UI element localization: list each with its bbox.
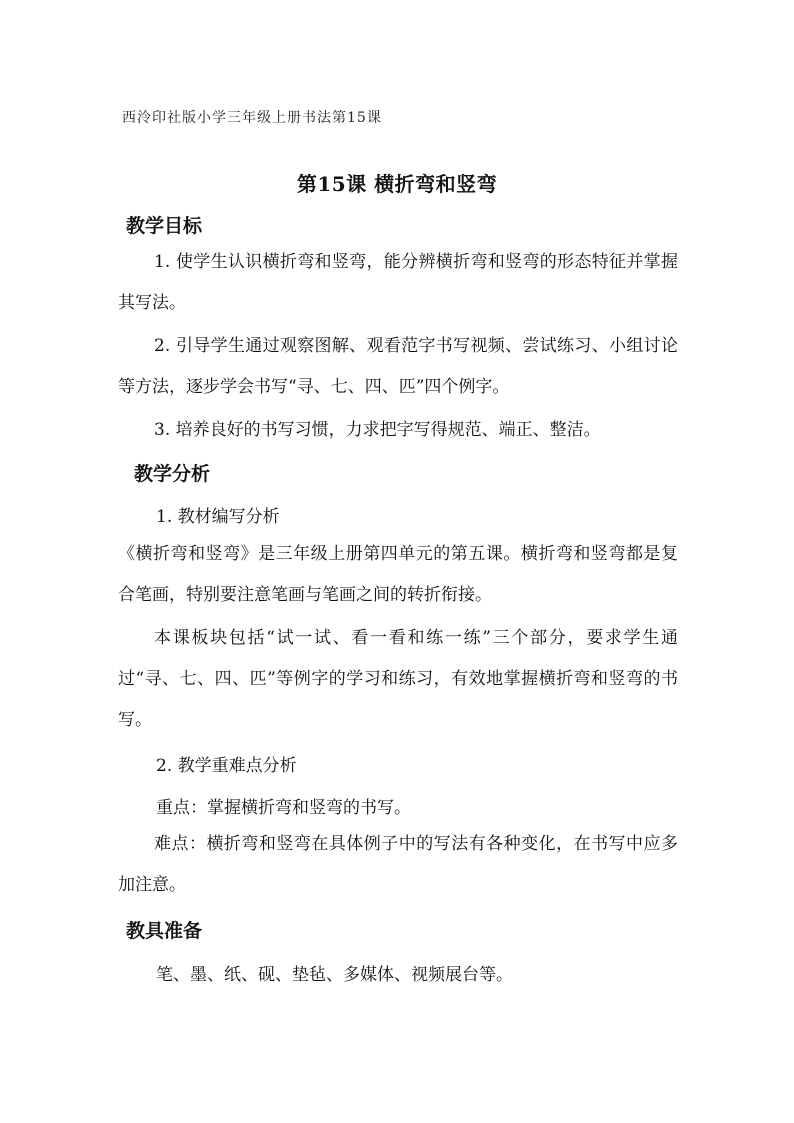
goal-item-2: 2. 引导学生通过观察图解、观看范字书写视频、尝试练习、小组讨论等方法，逐步学会书写“寻、七、四、匹”四个例字。 (118, 336, 678, 397)
source-line: 西泠印社版小学三年级上册书法第15课 (122, 110, 382, 126)
analysis-subtitle-2: 2. 教学重难点分析 (156, 756, 297, 776)
lesson-title: 第15课 横折弯和竖弯 (296, 172, 498, 196)
section-heading-analysis: 教学分析 (134, 463, 211, 485)
analysis-subtitle-1: 1. 教材编写分析 (156, 507, 280, 527)
key-point: 重点：掌握横折弯和竖弯的书写。 (156, 798, 411, 818)
goal-item-1: 1. 使学生认识横折弯和竖弯，能分辨横折弯和竖弯的形态特征并掌握其写法。 (118, 252, 678, 313)
tools-content: 笔、墨、纸、砚、垫毡、多媒体、视频展台等。 (156, 965, 513, 985)
difficulty: 难点：横折弯和竖弯在具体例子中的写法有各种变化，在书写中应多加注意。 (118, 834, 678, 895)
analysis-paragraph-1: 《横折弯和竖弯》是三年级上册第四单元的第五课。横折弯和竖弯都是复合笔画，特别要注意笔画与笔画之间的转折衔接。 (118, 544, 678, 605)
section-heading-goals: 教学目标 (126, 215, 203, 237)
analysis-paragraph-2: 本课板块包括“试一试、看一看和练一练”三个部分，要求学生通过“寻、七、四、匹”等例字的学习和练习，有效地掌握横折弯和竖弯的书写。 (118, 628, 678, 730)
goal-item-3: 3. 培养良好的书写习惯，力求把字写得规范、端正、整洁。 (154, 420, 601, 440)
section-heading-tools: 教具准备 (126, 920, 203, 942)
